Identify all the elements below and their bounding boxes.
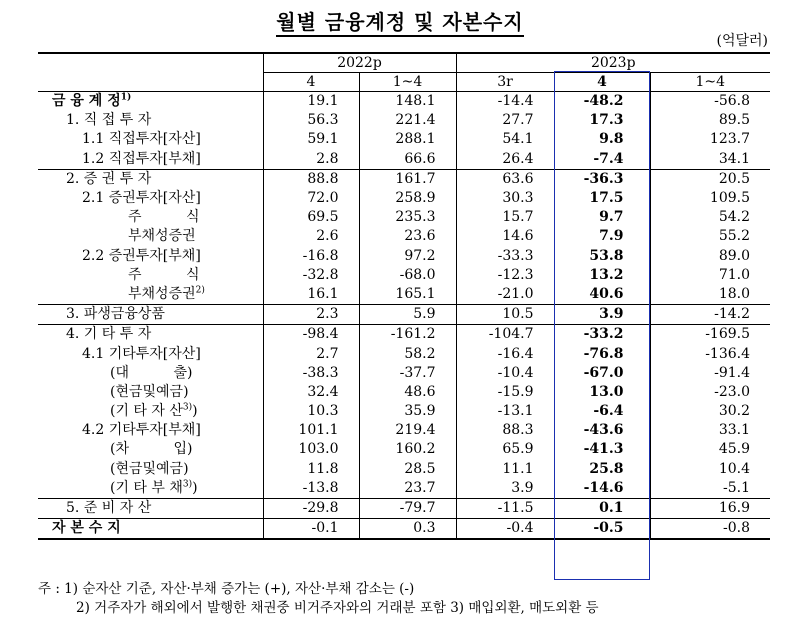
value-cell: 55.2 xyxy=(650,227,770,246)
footnote-2: 2) 거주자가 해외에서 발행한 채권중 비거주자와의 거래분 포함 3) 매입외환, 매도외환 등 xyxy=(76,600,599,616)
value-cell: -13.1 xyxy=(456,402,554,421)
header-col-2022-1-4: 1~4 xyxy=(359,73,456,92)
row-label xyxy=(38,440,263,459)
value-cell: -41.3 xyxy=(554,440,650,459)
row-label xyxy=(38,479,263,499)
table-row xyxy=(38,285,770,305)
value-cell: 109.5 xyxy=(650,189,770,208)
row-label xyxy=(38,305,263,325)
table-row xyxy=(38,111,770,130)
value-cell: 53.8 xyxy=(554,247,650,266)
value-cell: -14.2 xyxy=(650,305,770,325)
value-cell: 71.0 xyxy=(650,266,770,285)
row-label-text: 금 융 계 정 xyxy=(52,93,121,110)
footnote-marker: 2) xyxy=(195,285,205,296)
row-label xyxy=(38,519,263,540)
row-label-text: 1.1 직접투자[자산] xyxy=(82,131,201,148)
value-cell: -161.2 xyxy=(359,325,456,345)
value-cell: 48.6 xyxy=(359,383,456,402)
table-row xyxy=(38,344,770,363)
value-cell: 160.2 xyxy=(359,440,456,459)
value-cell: -12.3 xyxy=(456,266,554,285)
value-cell: -29.8 xyxy=(263,498,359,518)
row-label-text: (현금및예금) xyxy=(110,383,189,400)
value-cell: -37.7 xyxy=(359,364,456,383)
value-cell: 89.5 xyxy=(650,111,770,130)
value-cell: 7.9 xyxy=(554,227,650,246)
value-cell: 101.1 xyxy=(263,421,359,440)
value-cell: 32.4 xyxy=(263,383,359,402)
table-row xyxy=(38,189,770,208)
value-cell: 54.2 xyxy=(650,208,770,227)
row-label-text: 3. 파생금융상품 xyxy=(66,306,165,323)
value-cell: -33.2 xyxy=(554,325,650,345)
header-row-years xyxy=(38,53,770,73)
footnote-1: 주 : 1) 순자산 기준, 자산·부채 증가는 (+), 자산·부채 감소는 (-) xyxy=(38,581,415,597)
value-cell: -79.7 xyxy=(359,498,456,518)
value-cell: 88.8 xyxy=(263,169,359,189)
value-cell: -16.4 xyxy=(456,344,554,363)
header-col-2023-4: 4 xyxy=(554,73,650,92)
value-cell: 97.2 xyxy=(359,247,456,266)
value-cell: 11.1 xyxy=(456,460,554,479)
value-cell: 235.3 xyxy=(359,208,456,227)
value-cell: 23.7 xyxy=(359,479,456,499)
value-cell: 165.1 xyxy=(359,285,456,305)
value-cell: 34.1 xyxy=(650,150,770,170)
value-cell: -6.4 xyxy=(554,402,650,421)
value-cell: 58.2 xyxy=(359,344,456,363)
value-cell: -36.3 xyxy=(554,169,650,189)
row-label-text: (기 타 자 산 xyxy=(110,403,183,420)
value-cell: -33.3 xyxy=(456,247,554,266)
footnote-marker: 1) xyxy=(120,92,132,103)
value-cell: 2.3 xyxy=(263,305,359,325)
value-cell: 88.3 xyxy=(456,421,554,440)
row-label xyxy=(38,383,263,402)
value-cell: 16.9 xyxy=(650,498,770,518)
value-cell: 26.4 xyxy=(456,150,554,170)
row-label-text: 자 본 수 지 xyxy=(52,520,121,537)
row-label-text: 주 식 xyxy=(128,266,200,283)
value-cell: -76.8 xyxy=(554,344,650,363)
row-label xyxy=(38,325,263,345)
value-cell: 35.9 xyxy=(359,402,456,421)
value-cell: 25.8 xyxy=(554,460,650,479)
row-label xyxy=(38,189,263,208)
value-cell: 221.4 xyxy=(359,111,456,130)
row-label-text: (기 타 부 채 xyxy=(110,479,183,496)
value-cell: -0.5 xyxy=(554,519,650,540)
value-cell: 28.5 xyxy=(359,460,456,479)
value-cell: 161.7 xyxy=(359,169,456,189)
value-cell: 3.9 xyxy=(554,305,650,325)
row-label-text: 4.1 기타투자[자산] xyxy=(82,345,201,362)
value-cell: 288.1 xyxy=(359,130,456,149)
row-label xyxy=(38,208,263,227)
table-row xyxy=(38,402,770,421)
row-label-text: (현금및예금) xyxy=(110,460,189,477)
value-cell: 123.7 xyxy=(650,130,770,149)
value-cell: 11.8 xyxy=(263,460,359,479)
value-cell: -67.0 xyxy=(554,364,650,383)
table-row xyxy=(38,247,770,266)
row-label xyxy=(38,402,263,421)
table-row xyxy=(38,150,770,170)
value-cell: 148.1 xyxy=(359,92,456,112)
row-label xyxy=(38,344,263,363)
row-label-text: 2. 증 권 투 자 xyxy=(66,170,152,187)
value-cell: 0.3 xyxy=(359,519,456,540)
value-cell: 20.5 xyxy=(650,169,770,189)
header-corner-lower xyxy=(38,73,263,92)
row-label-tail: ) xyxy=(192,403,198,420)
unit-label: (억달러) xyxy=(716,33,768,49)
value-cell: 30.3 xyxy=(456,189,554,208)
value-cell: 3.9 xyxy=(456,479,554,499)
row-label xyxy=(38,111,263,130)
value-cell: 10.5 xyxy=(456,305,554,325)
footnote-marker: 3) xyxy=(182,479,193,490)
value-cell: 19.1 xyxy=(263,92,359,112)
table-row xyxy=(38,92,770,112)
value-cell: 33.1 xyxy=(650,421,770,440)
value-cell: 9.7 xyxy=(554,208,650,227)
header-col-2023-1-4: 1~4 xyxy=(650,73,770,92)
value-cell: -11.5 xyxy=(456,498,554,518)
value-cell: 5.9 xyxy=(359,305,456,325)
value-cell: 17.3 xyxy=(554,111,650,130)
value-cell: -43.6 xyxy=(554,421,650,440)
value-cell: -91.4 xyxy=(650,364,770,383)
table-row xyxy=(38,169,770,189)
value-cell: 103.0 xyxy=(263,440,359,459)
header-year-2022: 2022p xyxy=(263,53,456,73)
row-label-text: 1.2 직접투자[부채] xyxy=(82,150,201,167)
value-cell: 13.2 xyxy=(554,266,650,285)
table-row xyxy=(38,227,770,246)
row-label xyxy=(38,227,263,246)
value-cell: -56.8 xyxy=(650,92,770,112)
table-row xyxy=(38,325,770,345)
value-cell: 2.7 xyxy=(263,344,359,363)
value-cell: 18.0 xyxy=(650,285,770,305)
row-label xyxy=(38,421,263,440)
row-label-text: (차 입) xyxy=(110,441,193,458)
row-label-text: 2.2 증권투자[부채] xyxy=(82,247,201,264)
row-label xyxy=(38,285,263,305)
value-cell: 27.7 xyxy=(456,111,554,130)
value-cell: -7.4 xyxy=(554,150,650,170)
header-col-2023-3r: 3r xyxy=(456,73,554,92)
header-col-2022-4: 4 xyxy=(263,73,359,92)
value-cell: -38.3 xyxy=(263,364,359,383)
footnote-marker: 3) xyxy=(182,402,193,413)
footnotes xyxy=(38,580,599,618)
value-cell: 54.1 xyxy=(456,130,554,149)
value-cell: 40.6 xyxy=(554,285,650,305)
row-label-text: 4. 기 타 투 자 xyxy=(66,326,152,343)
value-cell: 0.1 xyxy=(554,498,650,518)
table-row xyxy=(38,421,770,440)
value-cell: -15.9 xyxy=(456,383,554,402)
table-row xyxy=(38,440,770,459)
table-row xyxy=(38,130,770,149)
row-label xyxy=(38,92,263,112)
value-cell: 59.1 xyxy=(263,130,359,149)
row-label-text: 주 식 xyxy=(128,209,200,226)
header-row-periods xyxy=(38,73,770,92)
table-row xyxy=(38,364,770,383)
value-cell: 13.0 xyxy=(554,383,650,402)
value-cell: 63.6 xyxy=(456,169,554,189)
value-cell: -48.2 xyxy=(554,92,650,112)
value-cell: 14.6 xyxy=(456,227,554,246)
value-cell: 72.0 xyxy=(263,189,359,208)
row-label xyxy=(38,169,263,189)
value-cell: 17.5 xyxy=(554,189,650,208)
row-label xyxy=(38,130,263,149)
value-cell: -21.0 xyxy=(456,285,554,305)
value-cell: 10.4 xyxy=(650,460,770,479)
value-cell: -136.4 xyxy=(650,344,770,363)
value-cell: 23.6 xyxy=(359,227,456,246)
row-label xyxy=(38,460,263,479)
row-label xyxy=(38,498,263,518)
value-cell: -23.0 xyxy=(650,383,770,402)
value-cell: 45.9 xyxy=(650,440,770,459)
value-cell: 56.3 xyxy=(263,111,359,130)
table-row xyxy=(38,266,770,285)
row-label-text: (대 출) xyxy=(110,364,193,381)
value-cell: 69.5 xyxy=(263,208,359,227)
value-cell: 30.2 xyxy=(650,402,770,421)
row-label-text: 4.2 기타투자[부채] xyxy=(82,422,201,439)
value-cell: 219.4 xyxy=(359,421,456,440)
row-label xyxy=(38,247,263,266)
table-row xyxy=(38,460,770,479)
value-cell: 258.9 xyxy=(359,189,456,208)
row-label xyxy=(38,266,263,285)
value-cell: -98.4 xyxy=(263,325,359,345)
value-cell: -68.0 xyxy=(359,266,456,285)
value-cell: -0.4 xyxy=(456,519,554,540)
row-label-text: 2.1 증권투자[자산] xyxy=(82,190,201,207)
value-cell: 2.8 xyxy=(263,150,359,170)
row-label-text: 부채성증권 xyxy=(128,228,196,245)
value-cell: -16.8 xyxy=(263,247,359,266)
header-year-2023: 2023p xyxy=(456,53,770,73)
row-label xyxy=(38,364,263,383)
page-title: 월별 금융계정 및 자본수지 xyxy=(0,6,800,35)
table-row xyxy=(38,498,770,518)
value-cell: -14.4 xyxy=(456,92,554,112)
value-cell: -14.6 xyxy=(554,479,650,499)
value-cell: 9.8 xyxy=(554,130,650,149)
value-cell: 2.6 xyxy=(263,227,359,246)
value-cell: -32.8 xyxy=(263,266,359,285)
row-label-text: 1. 직 접 투 자 xyxy=(66,112,152,129)
value-cell: -5.1 xyxy=(650,479,770,499)
table-row xyxy=(38,479,770,499)
value-cell: -0.1 xyxy=(263,519,359,540)
value-cell: -10.4 xyxy=(456,364,554,383)
value-cell: 16.1 xyxy=(263,285,359,305)
header-corner xyxy=(38,53,263,73)
value-cell: -13.8 xyxy=(263,479,359,499)
value-cell: 65.9 xyxy=(456,440,554,459)
financial-account-table xyxy=(38,52,770,540)
value-cell: 89.0 xyxy=(650,247,770,266)
value-cell: 66.6 xyxy=(359,150,456,170)
value-cell: -0.8 xyxy=(650,519,770,540)
row-label-text: 부채성증권 xyxy=(128,285,196,302)
table-row xyxy=(38,519,770,540)
value-cell: 10.3 xyxy=(263,402,359,421)
row-label-text: 5. 준 비 자 산 xyxy=(66,500,152,517)
table-row xyxy=(38,383,770,402)
table-row xyxy=(38,305,770,325)
table-row xyxy=(38,208,770,227)
row-label-tail: ) xyxy=(192,479,198,496)
row-label xyxy=(38,150,263,170)
value-cell: -104.7 xyxy=(456,325,554,345)
value-cell: 15.7 xyxy=(456,208,554,227)
value-cell: -169.5 xyxy=(650,325,770,345)
